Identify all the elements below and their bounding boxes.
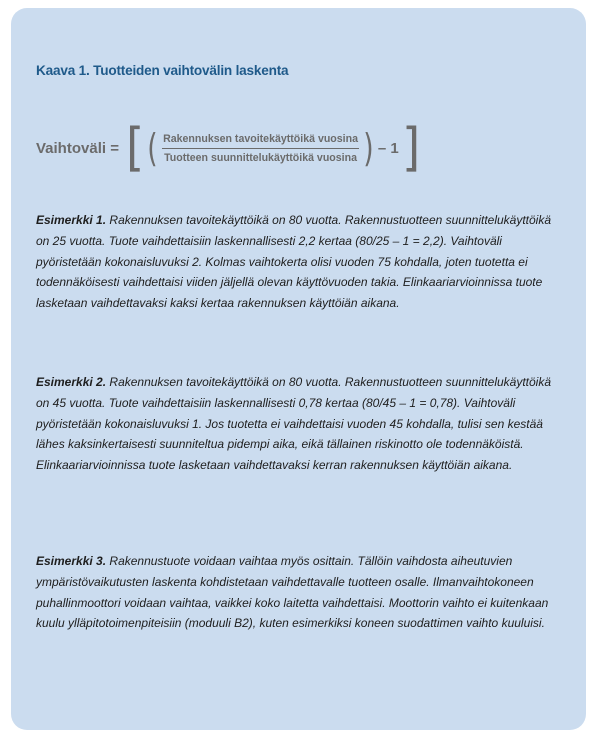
- left-parenthesis: (: [147, 126, 158, 170]
- formula-numerator: Rakennuksen tavoitekäyttöikä vuosina: [163, 132, 358, 145]
- formula-fraction: [161, 133, 360, 164]
- right-parenthesis: ): [363, 126, 374, 170]
- formula-lhs: Vaihtoväli =: [36, 139, 119, 157]
- example-3-lead: Esimerkki 3.: [36, 554, 107, 568]
- example-2-lead: Esimerkki 2.: [36, 375, 107, 389]
- example-2-text: Rakennuksen tavoitekäyttöikä on 80 vuotta. Rakennustuotteen suunnittelukäyttöikä on 45 vuotta. Tuote vaihdettaisiin laskennallisesti 0,78 kertaa (80/45 – 1 = 0,78). Vaihtoväli pyöristetään kokonaisluvuksi 1. Jos tuotetta ei vaihdettaisi vuoden 45 kohdalla, tulisi sen kestää lähes kaksinkertaisesti suunniteltua pidempi aika, eikä tällainen riskinotto ole todennäköistä. Elinkaariarvioinnissa tuote lasketaan vaihdettavaksi kerran rakennuksen käyttöiän aikana.: [36, 375, 552, 473]
- example-2: [36, 372, 556, 476]
- formula-title: Kaava 1. Tuotteiden vaihtovälin laskenta: [36, 63, 289, 78]
- formula-tail: – 1: [377, 139, 399, 157]
- left-square-bracket: [: [125, 118, 145, 178]
- example-3-text: Rakennustuote voidaan vaihtaa myös osittain. Tällöin vaihdosta aiheutuvien ympäristövaikutusten laskenta kohdistetaan vaihdettavalle tuotteen osalle. Ilmanvaihtokoneen puhallinmoottori voidaan vaihtaa, vaikkei koko laitetta vaihdettaisi. Moottorin vaihto ei kuitenkaan kuulu ylläpitotoimenpiteisiin (moduuli B2), kuten esimerkiksi koneen suodattimen vaihto kuuluisi.: [36, 554, 549, 631]
- right-square-bracket: ]: [401, 118, 420, 178]
- formula-denominator: Tuotteen suunnittelukäyttöikä vuosina: [162, 148, 359, 164]
- example-1: [36, 210, 556, 314]
- example-3: [36, 551, 556, 634]
- formula: [36, 118, 421, 178]
- example-1-text: Rakennuksen tavoitekäyttöikä on 80 vuotta. Rakennustuotteen suunnittelukäyttöikä on 25 vuotta. Tuote vaihdettaisiin laskennallisesti 2,2 kertaa (80/25 – 1 = 2,2). Vaihtoväli pyöristetään kokonaisluvuksi 2. Kolmas vaihtokerta olisi vuoden 75 kohdalla, joten tuotetta ei todennäköisesti vaihdettaisi viiden jäljellä olevan käyttövuoden takia. Elinkaariarvioinnissa tuote lasketaan vaihdettavaksi kaksi kertaa rakennuksen käyttöiän aikana.: [36, 213, 552, 311]
- example-1-lead: Esimerkki 1.: [36, 213, 107, 227]
